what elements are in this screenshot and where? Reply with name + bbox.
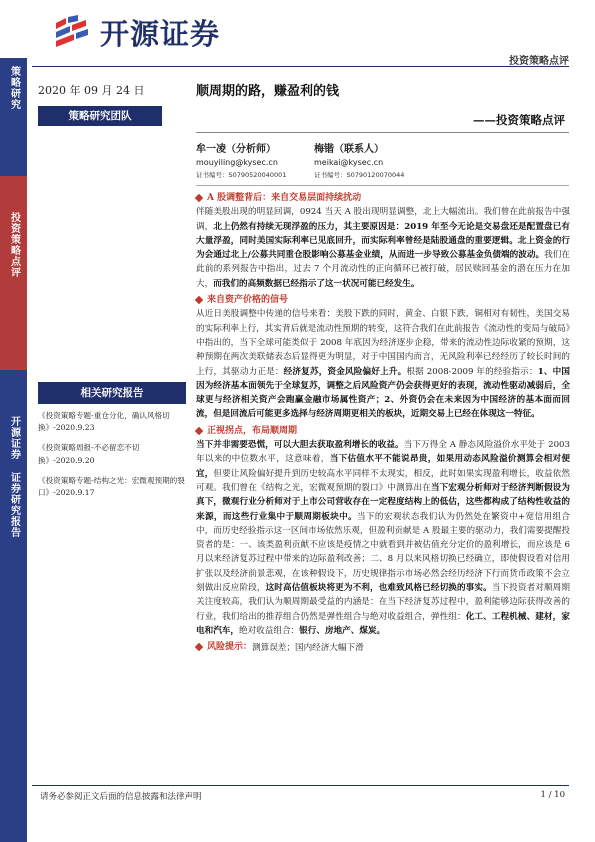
paragraph-text: 从近日美股调整中传递的信号来看：美股下跌的同时，黄金、白银下跌，铜相对有韧性，美国交易的实际利率上行，其实背后就是流动性预期的转变，这符合我们在此前报告《流动性的变局与破局》中指出的，当下全球可能类似于 2008 年底因为经济逐步企稳，带来的流动性边际收紧的预期，这种预期在两次美联储表态后显得更为明显，对于中国国内而言，无风险利率已经经历了较长时间的上行，其驱动力正是： [196,309,570,377]
diamond-bullet-icon [195,194,203,202]
page-number: 1 / 10 [540,790,565,800]
author-card [196,140,286,179]
report-section [196,293,570,422]
side-tab-brand: 开源证券 证券研究报告 [0,370,27,842]
related-reports-title: 相关研究报告 [38,382,186,404]
report-title: 顺周期的路，赚盈利的钱 [196,84,340,99]
paragraph-text: 当下并非需要恐慌，可以大胆去获取盈利增长的收益。 [196,440,404,451]
side-tab-strategy: 策略研究 [0,58,27,176]
team-badge: 策略研究团队 [38,106,162,126]
related-report-item[interactable]: 《投资策略专题-结构之光：宏微观预期的裂口》-2020.9.17 [38,475,185,498]
paragraph-text: 绝对收益组合： [238,625,300,636]
paragraph-text: 我们在此前的系列报告中指出，过去 7 个月流动性的正向循环已被打破，居民赎回基金的潜在压力在加大， [196,250,570,289]
diamond-bullet-icon [195,296,203,304]
author-card [314,140,404,179]
company-logo [52,14,220,50]
report-subtitle: ——投资策略点评 [473,113,565,127]
report-section [196,191,570,291]
section-paragraph [196,438,570,638]
report-section [196,638,570,655]
section-paragraph [196,205,570,291]
paragraph-text: 1、中国因为经济基本面领先于全球复苏，调整之后风险资产仍会获得更好的表现，流动性驱动减弱后，全球更与经济相关资产会跑赢金融市场属性资产；2、外资仍会在未来因为中国经济的基本面而回流，但是回流后可能更多选择与经济周期更相关的板块，近期交易上已经在体现这一特征。 [196,366,570,420]
author-cert: 证书编号：S0790120070044 [314,171,405,179]
paragraph-text: 但要让风险偏好提升到历史较高水平同样不太现实，相反，此时如果实现盈利增长，收益依然可观。我们曾在《结构之光，宏微观预期的裂口》中测算出在 [196,468,570,493]
section-paragraph [196,307,570,421]
diamond-bullet-icon [195,427,203,435]
paragraph-text: 而我们的高频数据已经指示了这一状况可能已经发生。 [213,278,420,289]
paragraph-text: 当下的宏观状态我们认为仍然处在繁资中+宽信用组合中，而历史经验指示这一区间市场依然乐观，但盈利贡献是 A 股最主要的驱动力，我们需要提醒投资者的是：一、该类盈利贡献不应该是疫情之中就看到并被估值充分定价的盈利增长，而应该是 6 月以来经济复苏过程中带来的边际盈利改善；二、8 月以来风格切换已经确立，即使假设看对信用扩张以及经济前景悲观，在该种假设下，历史规律指示市场必然会经历经济下行而货币政策不会立刻做出反应阶段， [196,511,570,594]
header-divider [32,66,569,67]
report-date: 2020 年 09 月 24 日 [38,84,145,97]
paragraph-text: 当下万得全 A 静态风险溢价水平处于 2003 年以来的中位数水平，这意味着， [196,440,570,465]
title-divider [196,132,569,133]
related-report-item[interactable]: 《投资策略专题-重仓分化，确认风格切换》-2020.9.23 [38,411,170,433]
footer-disclaimer: 请务必参阅正文后面的信息披露和法律声明 [40,792,202,802]
section-paragraph [196,638,570,655]
report-section [196,424,570,638]
side-tab-report-type: 投资策略点评 [0,176,27,370]
paragraph-text: 当下宏观分析师对于经济判断假设为真下，微观行业分析师对于上市公司营收存在一定程度结构上的低估，这些都构成了结构性收益的来源，而这些行业集中于顺周期板块中。 [196,482,570,522]
paragraph-text: 当下投资者对顺周期关注度较高，我们认为顺周期最受益的内涵是：在当下经济复苏过程中，盈利能够边际获得改善的行业，我们给出的推荐组合仍然是弹性组合与绝对收益组合，弹性组： [196,583,570,622]
paragraph-text: 伴随美股出现的明显回调，0924 当天 A 股出现明显调整，北上大幅流出。我们曾在此前报告中强调， [196,207,570,232]
logo-text: 开源证券 [100,16,221,51]
logo-mark-icon [52,15,92,49]
section-heading: 风险提示： [196,640,252,654]
paragraph-text: 这时高估值板块将更为不利，也难致风格已经切换的事实。 [265,583,492,594]
author-name: 梅锴（联系人） [314,144,384,155]
related-report-item[interactable]: 《投资策略周报-不必留恋不切换》-2020.9.20 [38,443,140,465]
author-email[interactable]: mouyiling@kysec.cn [196,158,278,167]
paragraph-text: 当下估值水平不能说昂贵，如果用动态风险溢价测算会相对便宜， [196,454,570,479]
paragraph-text: 根据 2008-2009 年的经验指示： [406,366,538,377]
author-email[interactable]: meikai@kysec.cn [314,158,384,167]
footer-divider [32,785,569,786]
report-type-header: 投资策略点评 [509,56,569,67]
section-heading: A 股调整背后：来自交易层面持续扰动 [196,191,570,205]
report-body [196,189,570,656]
paragraph-text: 化工、工程机械、建材，家电和汽车， [196,611,570,636]
paragraph-text: 经济复苏，资金风险偏好上升。 [283,366,407,377]
diamond-bullet-icon [195,643,203,651]
paragraph-text: 测算误差；国内经济大幅下滑 [252,643,364,654]
author-divider [196,185,569,186]
author-name: 牟一凌（分析师） [196,144,276,155]
related-reports-list [38,410,188,507]
author-cert: 证书编号：S0790520040001 [196,171,287,179]
section-heading: 正视拐点，布局顺周期 [196,424,570,438]
paragraph-text: 北上仍然有持续无现浮盈的压力，其主要原因是：2019 年至今无论是交易盘还是配置盘已有大量浮盈，同时美国实际利率已见底回升，而实际利率曾经是陆股通盘的重要逻辑。北上资金的行为会通过北上/公募共同重仓股影响公募基金业绩，从而进一步导致公募基金负债端的波动。 [196,221,570,261]
paragraph-text: 银行、房地产、煤炭。 [299,625,386,636]
section-heading: 来自资产价格的信号 [196,293,570,307]
